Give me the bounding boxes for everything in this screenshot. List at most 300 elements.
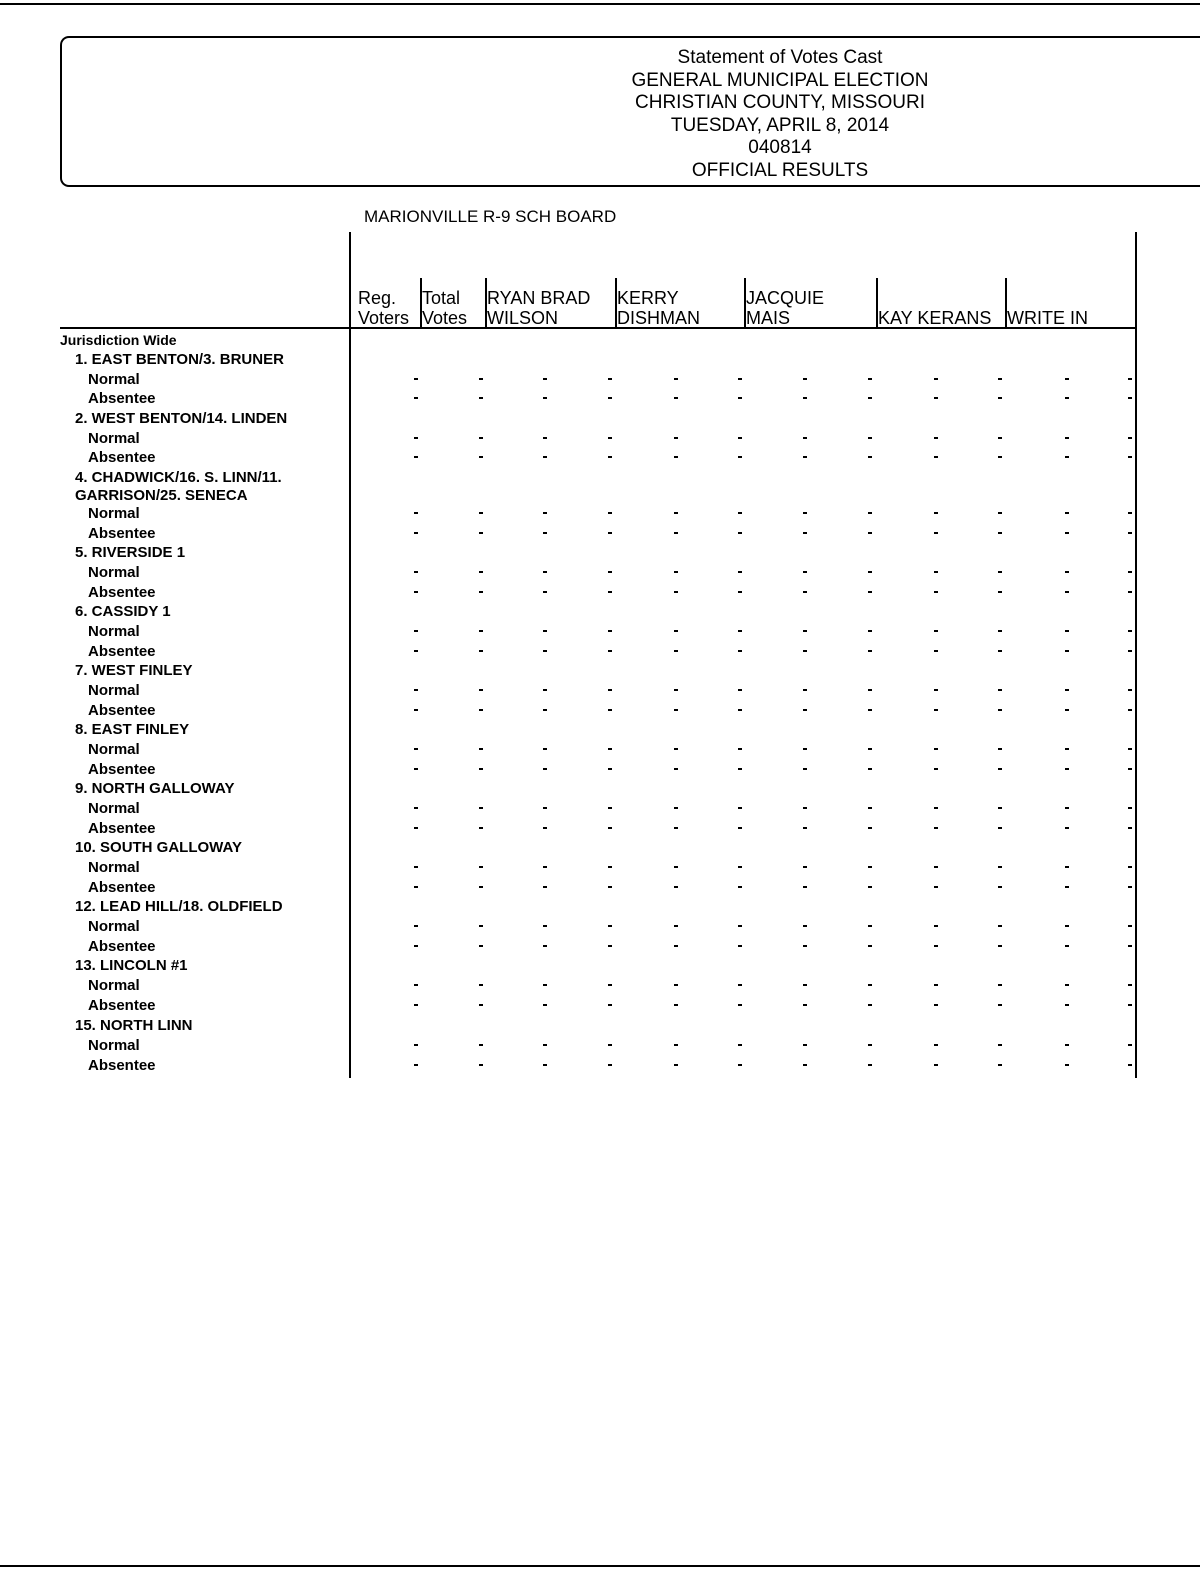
empty-value-mark — [803, 807, 807, 809]
empty-value-mark — [868, 1064, 872, 1066]
empty-value-mark — [738, 378, 742, 380]
empty-value-mark — [934, 689, 938, 691]
empty-value-mark — [1065, 807, 1069, 809]
column-header — [617, 288, 700, 328]
empty-value-mark — [543, 748, 547, 750]
column-header — [422, 288, 467, 328]
empty-value-mark — [803, 397, 807, 399]
empty-value-mark — [868, 630, 872, 632]
empty-value-mark — [479, 591, 483, 593]
empty-value-mark — [674, 925, 678, 927]
empty-value-mark — [674, 709, 678, 711]
empty-value-mark — [998, 689, 1002, 691]
empty-value-mark — [1065, 925, 1069, 927]
empty-value-mark — [1065, 945, 1069, 947]
empty-value-mark — [543, 925, 547, 927]
empty-value-mark — [868, 1044, 872, 1046]
empty-value-mark — [803, 437, 807, 439]
row-label-vote-type: Absentee — [88, 390, 156, 407]
empty-value-mark — [1065, 532, 1069, 534]
empty-value-mark — [868, 925, 872, 927]
empty-value-mark — [934, 886, 938, 888]
row-label-precinct: 1. EAST BENTON/3. BRUNER — [75, 351, 284, 368]
row-label-vote-type: Absentee — [88, 761, 156, 778]
empty-value-mark — [674, 984, 678, 986]
empty-value-mark — [803, 945, 807, 947]
empty-value-mark — [998, 709, 1002, 711]
empty-value-mark — [1128, 532, 1132, 534]
row-label-precinct: GARRISON/25. SENECA — [75, 487, 248, 504]
empty-value-mark — [1128, 378, 1132, 380]
empty-value-mark — [868, 1004, 872, 1006]
empty-value-mark — [414, 1064, 418, 1066]
empty-value-mark — [934, 1004, 938, 1006]
empty-value-mark — [414, 748, 418, 750]
empty-value-mark — [1065, 827, 1069, 829]
row-label-precinct: 13. LINCOLN #1 — [75, 957, 188, 974]
empty-value-mark — [738, 945, 742, 947]
column-header — [1007, 288, 1088, 328]
empty-value-mark — [479, 571, 483, 573]
empty-value-mark — [479, 945, 483, 947]
empty-value-mark — [998, 1044, 1002, 1046]
empty-value-mark — [414, 984, 418, 986]
empty-value-mark — [543, 1044, 547, 1046]
empty-value-mark — [608, 532, 612, 534]
empty-value-mark — [803, 925, 807, 927]
empty-value-mark — [414, 1044, 418, 1046]
empty-value-mark — [608, 397, 612, 399]
empty-value-mark — [934, 709, 938, 711]
row-label-vote-type: Normal — [88, 371, 140, 388]
empty-value-mark — [1128, 630, 1132, 632]
empty-value-mark — [1065, 456, 1069, 458]
empty-value-mark — [608, 650, 612, 652]
empty-value-mark — [479, 886, 483, 888]
empty-value-mark — [803, 866, 807, 868]
empty-value-mark — [934, 984, 938, 986]
empty-value-mark — [1128, 984, 1132, 986]
row-label-precinct: 2. WEST BENTON/14. LINDEN — [75, 410, 288, 427]
empty-value-mark — [868, 689, 872, 691]
column-header-line2: Voters — [358, 308, 410, 328]
empty-value-mark — [543, 1064, 547, 1066]
empty-value-mark — [479, 709, 483, 711]
empty-value-mark — [608, 591, 612, 593]
empty-value-mark — [1128, 397, 1132, 399]
empty-value-mark — [738, 925, 742, 927]
empty-value-mark — [868, 945, 872, 947]
row-label-precinct: 12. LEAD HILL/18. OLDFIELD — [75, 898, 283, 915]
empty-value-mark — [803, 984, 807, 986]
empty-value-mark — [1128, 571, 1132, 573]
empty-value-mark — [934, 532, 938, 534]
empty-value-mark — [479, 650, 483, 652]
column-header-line2: Votes — [422, 308, 468, 328]
empty-value-mark — [674, 591, 678, 593]
empty-value-mark — [998, 984, 1002, 986]
column-header-line1: JACQUIE — [746, 288, 825, 308]
column-header-line2: MAIS — [746, 308, 791, 328]
empty-value-mark — [543, 650, 547, 652]
column-header — [746, 288, 824, 328]
column-divider — [485, 278, 487, 328]
empty-value-mark — [608, 437, 612, 439]
empty-value-mark — [803, 689, 807, 691]
empty-value-mark — [738, 1064, 742, 1066]
empty-value-mark — [608, 630, 612, 632]
empty-value-mark — [868, 378, 872, 380]
empty-value-mark — [1065, 748, 1069, 750]
row-label-vote-type: Normal — [88, 430, 140, 447]
empty-value-mark — [934, 1064, 938, 1066]
empty-value-mark — [1065, 709, 1069, 711]
empty-value-mark — [608, 1064, 612, 1066]
empty-value-mark — [608, 827, 612, 829]
empty-value-mark — [1128, 945, 1132, 947]
empty-value-mark — [738, 827, 742, 829]
empty-value-mark — [1128, 1004, 1132, 1006]
empty-value-mark — [803, 512, 807, 514]
empty-value-mark — [608, 866, 612, 868]
empty-value-mark — [803, 709, 807, 711]
column-header-line1 — [878, 288, 991, 308]
empty-value-mark — [803, 1044, 807, 1046]
empty-value-mark — [674, 866, 678, 868]
empty-value-mark — [674, 1004, 678, 1006]
empty-value-mark — [414, 397, 418, 399]
table-right-border — [1135, 232, 1137, 1078]
empty-value-mark — [803, 571, 807, 573]
empty-value-mark — [934, 827, 938, 829]
empty-value-mark — [674, 456, 678, 458]
column-header-line2: WRITE IN — [1007, 308, 1088, 328]
empty-value-mark — [1065, 397, 1069, 399]
empty-value-mark — [608, 748, 612, 750]
empty-value-mark — [1128, 827, 1132, 829]
empty-value-mark — [414, 886, 418, 888]
empty-value-mark — [479, 1044, 483, 1046]
empty-value-mark — [414, 945, 418, 947]
empty-value-mark — [738, 591, 742, 593]
empty-value-mark — [608, 1004, 612, 1006]
empty-value-mark — [543, 807, 547, 809]
empty-value-mark — [1128, 886, 1132, 888]
empty-value-mark — [738, 650, 742, 652]
empty-value-mark — [674, 886, 678, 888]
empty-value-mark — [543, 591, 547, 593]
empty-value-mark — [803, 378, 807, 380]
empty-value-mark — [479, 1064, 483, 1066]
empty-value-mark — [998, 456, 1002, 458]
empty-value-mark — [868, 532, 872, 534]
row-label-vote-type: Normal — [88, 505, 140, 522]
empty-value-mark — [414, 571, 418, 573]
empty-value-mark — [543, 945, 547, 947]
empty-value-mark — [1065, 866, 1069, 868]
empty-value-mark — [738, 1044, 742, 1046]
empty-value-mark — [414, 630, 418, 632]
empty-value-mark — [998, 748, 1002, 750]
empty-value-mark — [934, 768, 938, 770]
row-label-vote-type: Absentee — [88, 1057, 156, 1074]
empty-value-mark — [414, 768, 418, 770]
empty-value-mark — [803, 1064, 807, 1066]
empty-value-mark — [998, 1004, 1002, 1006]
empty-value-mark — [414, 437, 418, 439]
empty-value-mark — [1128, 1044, 1132, 1046]
empty-value-mark — [934, 591, 938, 593]
empty-value-mark — [543, 984, 547, 986]
empty-value-mark — [479, 748, 483, 750]
empty-value-mark — [868, 571, 872, 573]
empty-value-mark — [868, 437, 872, 439]
empty-value-mark — [868, 866, 872, 868]
empty-value-mark — [674, 1044, 678, 1046]
column-header-line1: RYAN BRAD — [487, 288, 591, 308]
empty-value-mark — [414, 591, 418, 593]
row-label-precinct: 7. WEST FINLEY — [75, 662, 193, 679]
empty-value-mark — [803, 768, 807, 770]
empty-value-mark — [1128, 456, 1132, 458]
empty-value-mark — [543, 689, 547, 691]
row-label-vote-type: Normal — [88, 918, 140, 935]
empty-value-mark — [868, 456, 872, 458]
empty-value-mark — [608, 768, 612, 770]
empty-value-mark — [1065, 886, 1069, 888]
empty-value-mark — [608, 807, 612, 809]
row-label-vote-type: Absentee — [88, 997, 156, 1014]
empty-value-mark — [998, 437, 1002, 439]
empty-value-mark — [1128, 748, 1132, 750]
empty-value-mark — [674, 512, 678, 514]
empty-value-mark — [1128, 591, 1132, 593]
row-label-vote-type: Normal — [88, 741, 140, 758]
table-left-border — [349, 232, 351, 1078]
empty-value-mark — [868, 397, 872, 399]
empty-value-mark — [934, 378, 938, 380]
empty-value-mark — [868, 827, 872, 829]
empty-value-mark — [674, 437, 678, 439]
empty-value-mark — [608, 984, 612, 986]
empty-value-mark — [1065, 1004, 1069, 1006]
empty-value-mark — [674, 532, 678, 534]
empty-value-mark — [1065, 571, 1069, 573]
empty-value-mark — [543, 571, 547, 573]
empty-value-mark — [479, 456, 483, 458]
header-line-election: GENERAL MUNICIPAL ELECTION — [631, 69, 929, 91]
empty-value-mark — [674, 945, 678, 947]
header-line-election-code: 040814 — [748, 137, 812, 158]
empty-value-mark — [998, 512, 1002, 514]
empty-value-mark — [674, 807, 678, 809]
empty-value-mark — [479, 630, 483, 632]
empty-value-mark — [543, 768, 547, 770]
column-header-line1 — [1007, 288, 1088, 308]
empty-value-mark — [608, 689, 612, 691]
empty-value-mark — [608, 709, 612, 711]
empty-value-mark — [998, 945, 1002, 947]
row-label-precinct: 15. NORTH LINN — [75, 1017, 193, 1034]
empty-value-mark — [414, 378, 418, 380]
empty-value-mark — [998, 591, 1002, 593]
empty-value-mark — [1065, 689, 1069, 691]
empty-value-mark — [479, 1004, 483, 1006]
row-label-vote-type: Normal — [88, 682, 140, 699]
row-label-vote-type: Absentee — [88, 820, 156, 837]
empty-value-mark — [674, 650, 678, 652]
empty-value-mark — [1128, 807, 1132, 809]
empty-value-mark — [543, 512, 547, 514]
column-header — [487, 288, 590, 328]
column-header — [358, 288, 409, 328]
empty-value-mark — [934, 866, 938, 868]
empty-value-mark — [738, 984, 742, 986]
empty-value-mark — [998, 827, 1002, 829]
empty-value-mark — [1128, 437, 1132, 439]
empty-value-mark — [934, 397, 938, 399]
column-header-line1: KERRY — [617, 288, 679, 308]
row-label-vote-type: Absentee — [88, 584, 156, 601]
empty-value-mark — [479, 378, 483, 380]
empty-value-mark — [868, 886, 872, 888]
empty-value-mark — [738, 768, 742, 770]
empty-value-mark — [868, 512, 872, 514]
empty-value-mark — [414, 456, 418, 458]
empty-value-mark — [998, 397, 1002, 399]
report-header — [600, 47, 960, 182]
empty-value-mark — [479, 512, 483, 514]
empty-value-mark — [998, 768, 1002, 770]
empty-value-mark — [1128, 1064, 1132, 1066]
row-label-vote-type: Normal — [88, 800, 140, 817]
row-label-vote-type: Normal — [88, 623, 140, 640]
empty-value-mark — [738, 807, 742, 809]
row-label-jurisdiction: Jurisdiction Wide — [60, 332, 177, 348]
column-divider — [876, 278, 878, 328]
empty-value-mark — [803, 886, 807, 888]
empty-value-mark — [803, 591, 807, 593]
empty-value-mark — [868, 748, 872, 750]
empty-value-mark — [414, 866, 418, 868]
empty-value-mark — [674, 689, 678, 691]
header-line-date: TUESDAY, APRIL 8, 2014 — [670, 114, 890, 136]
empty-value-mark — [998, 925, 1002, 927]
empty-value-mark — [479, 984, 483, 986]
empty-value-mark — [1128, 689, 1132, 691]
row-label-vote-type: Absentee — [88, 449, 156, 466]
row-label-vote-type: Normal — [88, 977, 140, 994]
empty-value-mark — [479, 689, 483, 691]
empty-value-mark — [674, 571, 678, 573]
empty-value-mark — [674, 768, 678, 770]
empty-value-mark — [934, 945, 938, 947]
empty-value-mark — [674, 378, 678, 380]
empty-value-mark — [738, 748, 742, 750]
empty-value-mark — [803, 630, 807, 632]
column-divider — [1005, 278, 1007, 328]
empty-value-mark — [868, 650, 872, 652]
empty-value-mark — [1128, 709, 1132, 711]
empty-value-mark — [414, 650, 418, 652]
empty-value-mark — [1128, 925, 1132, 927]
empty-value-mark — [479, 532, 483, 534]
empty-value-mark — [803, 827, 807, 829]
empty-value-mark — [414, 1004, 418, 1006]
empty-value-mark — [543, 709, 547, 711]
empty-value-mark — [543, 456, 547, 458]
empty-value-mark — [1065, 650, 1069, 652]
empty-value-mark — [934, 630, 938, 632]
row-label-vote-type: Normal — [88, 1037, 140, 1054]
empty-value-mark — [608, 886, 612, 888]
empty-value-mark — [738, 689, 742, 691]
empty-value-mark — [998, 571, 1002, 573]
column-header-line2: DISHMAN — [617, 308, 701, 328]
empty-value-mark — [1128, 512, 1132, 514]
empty-value-mark — [414, 512, 418, 514]
empty-value-mark — [868, 984, 872, 986]
empty-value-mark — [1065, 512, 1069, 514]
empty-value-mark — [934, 807, 938, 809]
empty-value-mark — [934, 456, 938, 458]
column-header — [878, 288, 991, 328]
empty-value-mark — [934, 512, 938, 514]
empty-value-mark — [934, 925, 938, 927]
empty-value-mark — [414, 709, 418, 711]
row-label-vote-type: Normal — [88, 564, 140, 581]
empty-value-mark — [738, 886, 742, 888]
empty-value-mark — [674, 827, 678, 829]
empty-value-mark — [543, 866, 547, 868]
bottom-rule — [0, 1565, 1200, 1567]
empty-value-mark — [803, 650, 807, 652]
column-header-line1: Reg. — [358, 288, 397, 308]
empty-value-mark — [738, 571, 742, 573]
empty-value-mark — [543, 397, 547, 399]
empty-value-mark — [738, 437, 742, 439]
empty-value-mark — [1128, 650, 1132, 652]
column-header-line2: WILSON — [487, 308, 559, 328]
row-label-precinct: 9. NORTH GALLOWAY — [75, 780, 235, 797]
header-line-report-type: Statement of Votes Cast — [677, 47, 883, 68]
empty-value-mark — [479, 827, 483, 829]
empty-value-mark — [414, 807, 418, 809]
empty-value-mark — [543, 827, 547, 829]
header-line-status: OFFICIAL RESULTS — [691, 159, 869, 181]
column-divider — [615, 278, 617, 328]
empty-value-mark — [479, 925, 483, 927]
empty-value-mark — [934, 437, 938, 439]
empty-value-mark — [998, 866, 1002, 868]
empty-value-mark — [608, 1044, 612, 1046]
empty-value-mark — [1065, 1064, 1069, 1066]
empty-value-mark — [414, 689, 418, 691]
row-label-vote-type: Absentee — [88, 643, 156, 660]
empty-value-mark — [934, 650, 938, 652]
column-divider — [744, 278, 746, 328]
row-label-vote-type: Absentee — [88, 879, 156, 896]
empty-value-mark — [868, 591, 872, 593]
empty-value-mark — [543, 1004, 547, 1006]
empty-value-mark — [998, 630, 1002, 632]
empty-value-mark — [1065, 1044, 1069, 1046]
empty-value-mark — [934, 571, 938, 573]
empty-value-mark — [998, 532, 1002, 534]
row-label-precinct: 4. CHADWICK/16. S. LINN/11. — [75, 469, 282, 486]
empty-value-mark — [738, 532, 742, 534]
empty-value-mark — [1065, 378, 1069, 380]
